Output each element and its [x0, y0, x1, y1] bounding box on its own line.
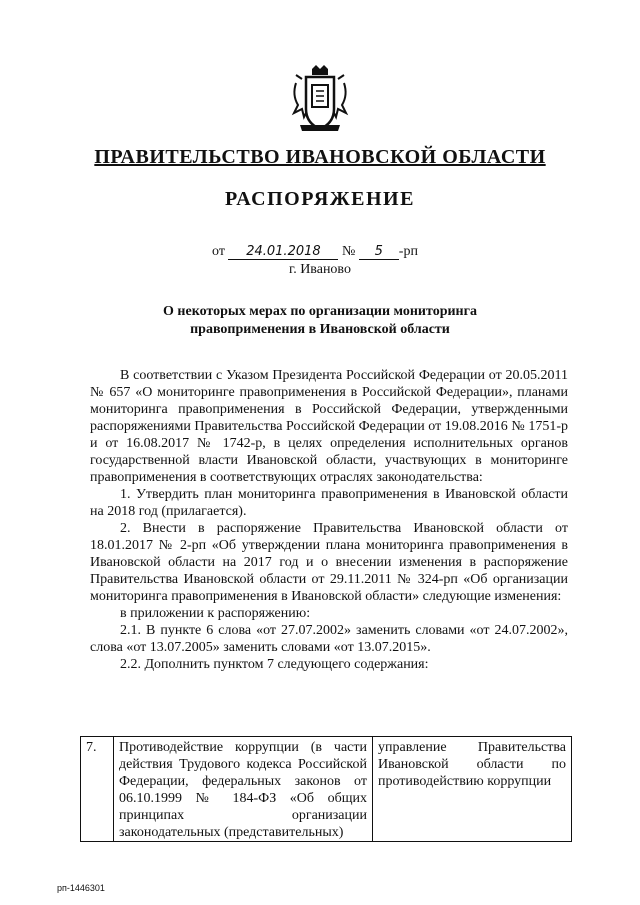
body-paragraph: В соответствии с Указом Президента Российской Федерации от 20.05.2011 № 657 «О мониторинге правоприменения в Российской Федерации», планами мониторинга правоприменения в Российской Федерации, утвержденными распоряжениями Правительства Российской Федерации от 19.08.2016 № 1751-р и от 16.08.2017 № 1742-р, в целях определения исполнительных органов государственной власти Ивановской области, участвующих в мониторинге правоприменения в соответствующих отраслях законодательства:: [90, 368, 568, 485]
ivanovo-coat-of-arms-icon: [290, 65, 350, 133]
date-prefix: от: [212, 244, 225, 259]
footer-code: рп-1446301: [57, 883, 105, 893]
organization-title: ПРАВИТЕЛЬСТВО ИВАНОВСКОЙ ОБЛАСТИ: [94, 146, 546, 168]
document-type: РАСПОРЯЖЕНИЕ: [225, 188, 415, 210]
row-activity: Противодействие коррупции (в части действия Трудового кодекса Российской Федерации, федеральных законов от 06.10.1999 № 184-ФЗ «Об общих принципах организации законодательных (представительных): [114, 737, 373, 842]
date-number-line: [212, 244, 418, 260]
document-date: 24.01.2018: [228, 245, 338, 260]
table-row: [81, 737, 572, 842]
body-paragraph: 2. Внести в распоряжение Правительства Ивановской области от 18.01.2017 № 2-рп «Об утверждении плана мониторинга правоприменения в Ивановской области на 2017 год и о внесении изменения в распоряжение Правительства Ивановской области от 29.11.2011 № 324-рп «Об организации мониторинга правоприменения в Ивановской области» следующие изменения:: [90, 521, 568, 604]
amendment-table: [80, 736, 572, 842]
subject-line: правоприменения в Ивановской области: [190, 322, 450, 337]
body-paragraph: 2.2. Дополнить пунктом 7 следующего содержания:: [120, 657, 429, 672]
document-number: 5: [359, 245, 399, 260]
document-body: [90, 367, 568, 673]
body-paragraph: в приложении к распоряжению:: [120, 606, 311, 621]
row-responsible: управление Правительства Ивановской области по противодействию коррупции: [373, 737, 572, 842]
body-paragraph: 1. Утвердить план мониторинга правоприменения в Ивановской области на 2018 год (прилагается).: [90, 487, 568, 519]
number-suffix: -рп: [398, 244, 418, 259]
city: г. Иваново: [289, 262, 351, 277]
document-subject: [120, 303, 520, 339]
number-sign: №: [341, 244, 356, 259]
row-number: 7.: [81, 737, 114, 842]
body-paragraph: 2.1. В пункте 6 слова «от 27.07.2002» заменить словами «от 24.07.2002», слова «от 13.07.2005» заменить словами «от 13.07.2015».: [90, 623, 568, 655]
subject-line: О некоторых мерах по организации мониторинга: [163, 304, 477, 319]
